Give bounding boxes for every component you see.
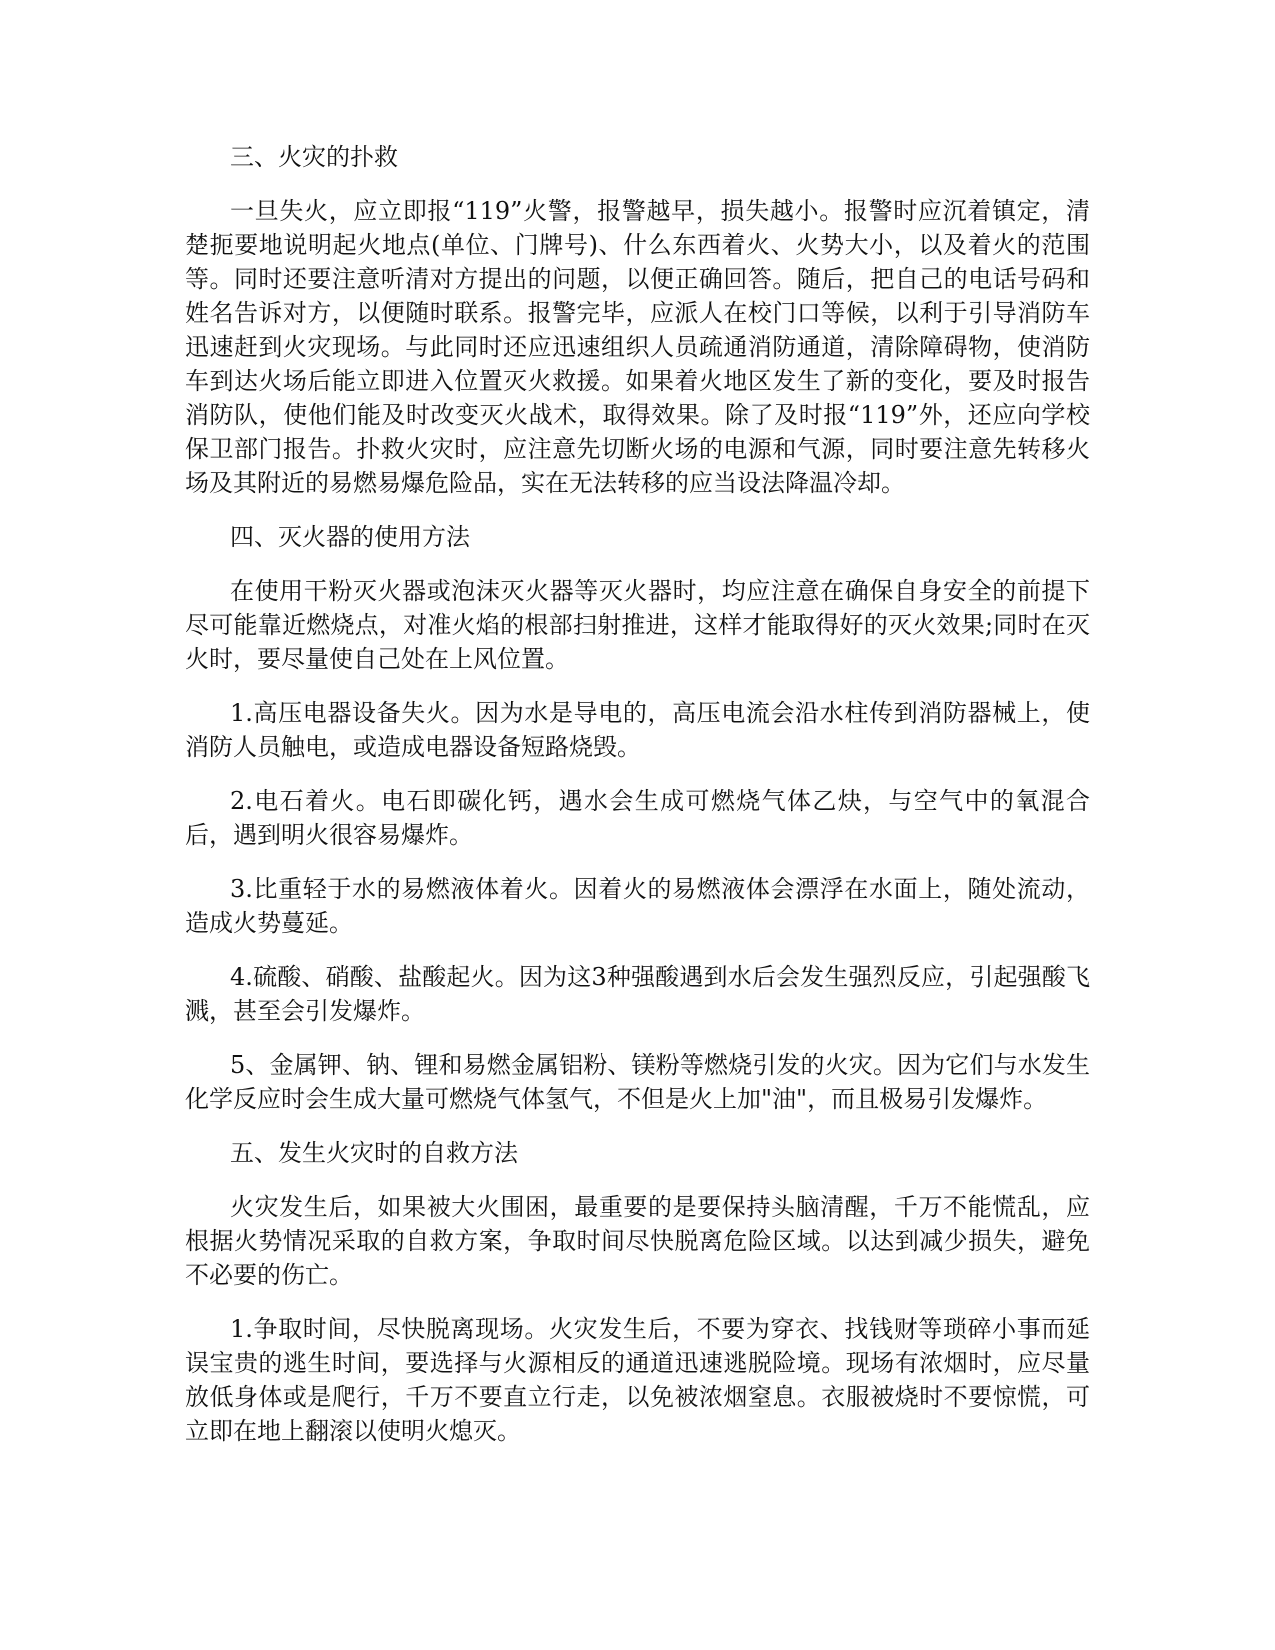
document-page: [185, 140, 1090, 1468]
paragraph: 在使用干粉灭火器或泡沫灭火器等灭火器时，均应注意在确保自身安全的前提下尽可能靠近燃烧点，对准火焰的根部扫射推进，这样才能取得好的灭火效果;同时在灭火时，要尽量使自己处在上风位置。: [185, 577, 1090, 673]
section-self-rescue: [185, 1136, 1090, 1448]
paragraph: 1.高压电器设备失火。因为水是导电的，高压电流会沿水柱传到消防器械上，使消防人员触电，或造成电器设备短路烧毁。: [185, 699, 1090, 761]
section-heading: 五、发生火灾时的自救方法: [230, 1139, 518, 1167]
paragraph: 火灾发生后，如果被大火围困，最重要的是要保持头脑清醒，千万不能慌乱，应根据火势情况采取的自救方案，争取时间尽快脱离危险区域。以达到减少损失，避免不必要的伤亡。: [185, 1193, 1090, 1289]
paragraph: 5、金属钾、钠、锂和易燃金属铝粉、镁粉等燃烧引发的火灾。因为它们与水发生化学反应时会生成大量可燃烧气体氢气，不但是火上加"油"，而且极易引发爆炸。: [185, 1051, 1090, 1113]
paragraph: 1.争取时间，尽快脱离现场。火灾发生后，不要为穿衣、找钱财等琐碎小事而延误宝贵的逃生时间，要选择与火源相反的通道迅速逃脱险境。现场有浓烟时，应尽量放低身体或是爬行，千万不要直立行走，以免被浓烟窒息。衣服被烧时不要惊慌，可立即在地上翻滚以使明火熄灭。: [185, 1315, 1090, 1445]
paragraph: 一旦失火，应立即报“119”火警，报警越早，损失越小。报警时应沉着镇定，清楚扼要地说明起火地点(单位、门牌号)、什么东西着火、火势大小，以及着火的范围等。同时还要注意听清对方提出的问题，以便正确回答。随后，把自己的电话号码和姓名告诉对方，以便随时联系。报警完毕，应派人在校门口等候，以利于引导消防车迅速赶到火灾现场。与此同时还应迅速组织人员疏通消防通道，清除障碍物，使消防车到达火场后能立即进入位置灭火救援。如果着火地区发生了新的变化，要及时报告消防队，使他们能及时改变灭火战术，取得效果。除了及时报“119”外，还应向学校保卫部门报告。扑救火灾时，应注意先切断火场的电源和气源，同时要注意先转移火场及其附近的易燃易爆危险品，实在无法转移的应当设法降温冷却。: [185, 197, 1090, 497]
section-heading: 四、灭火器的使用方法: [230, 523, 470, 551]
paragraph: 2.电石着火。电石即碳化钙，遇水会生成可燃烧气体乙炔，与空气中的氧混合后，遇到明火很容易爆炸。: [185, 787, 1090, 849]
paragraph: 3.比重轻于水的易燃液体着火。因着火的易燃液体会漂浮在水面上，随处流动，造成火势蔓延。: [185, 875, 1090, 937]
section-heading: 三、火灾的扑救: [230, 143, 398, 171]
paragraph: 4.硫酸、硝酸、盐酸起火。因为这3种强酸遇到水后会发生强烈反应，引起强酸飞溅，甚至会引发爆炸。: [185, 963, 1090, 1025]
section-fire-fighting: [185, 140, 1090, 500]
section-extinguisher-usage: [185, 520, 1090, 1116]
